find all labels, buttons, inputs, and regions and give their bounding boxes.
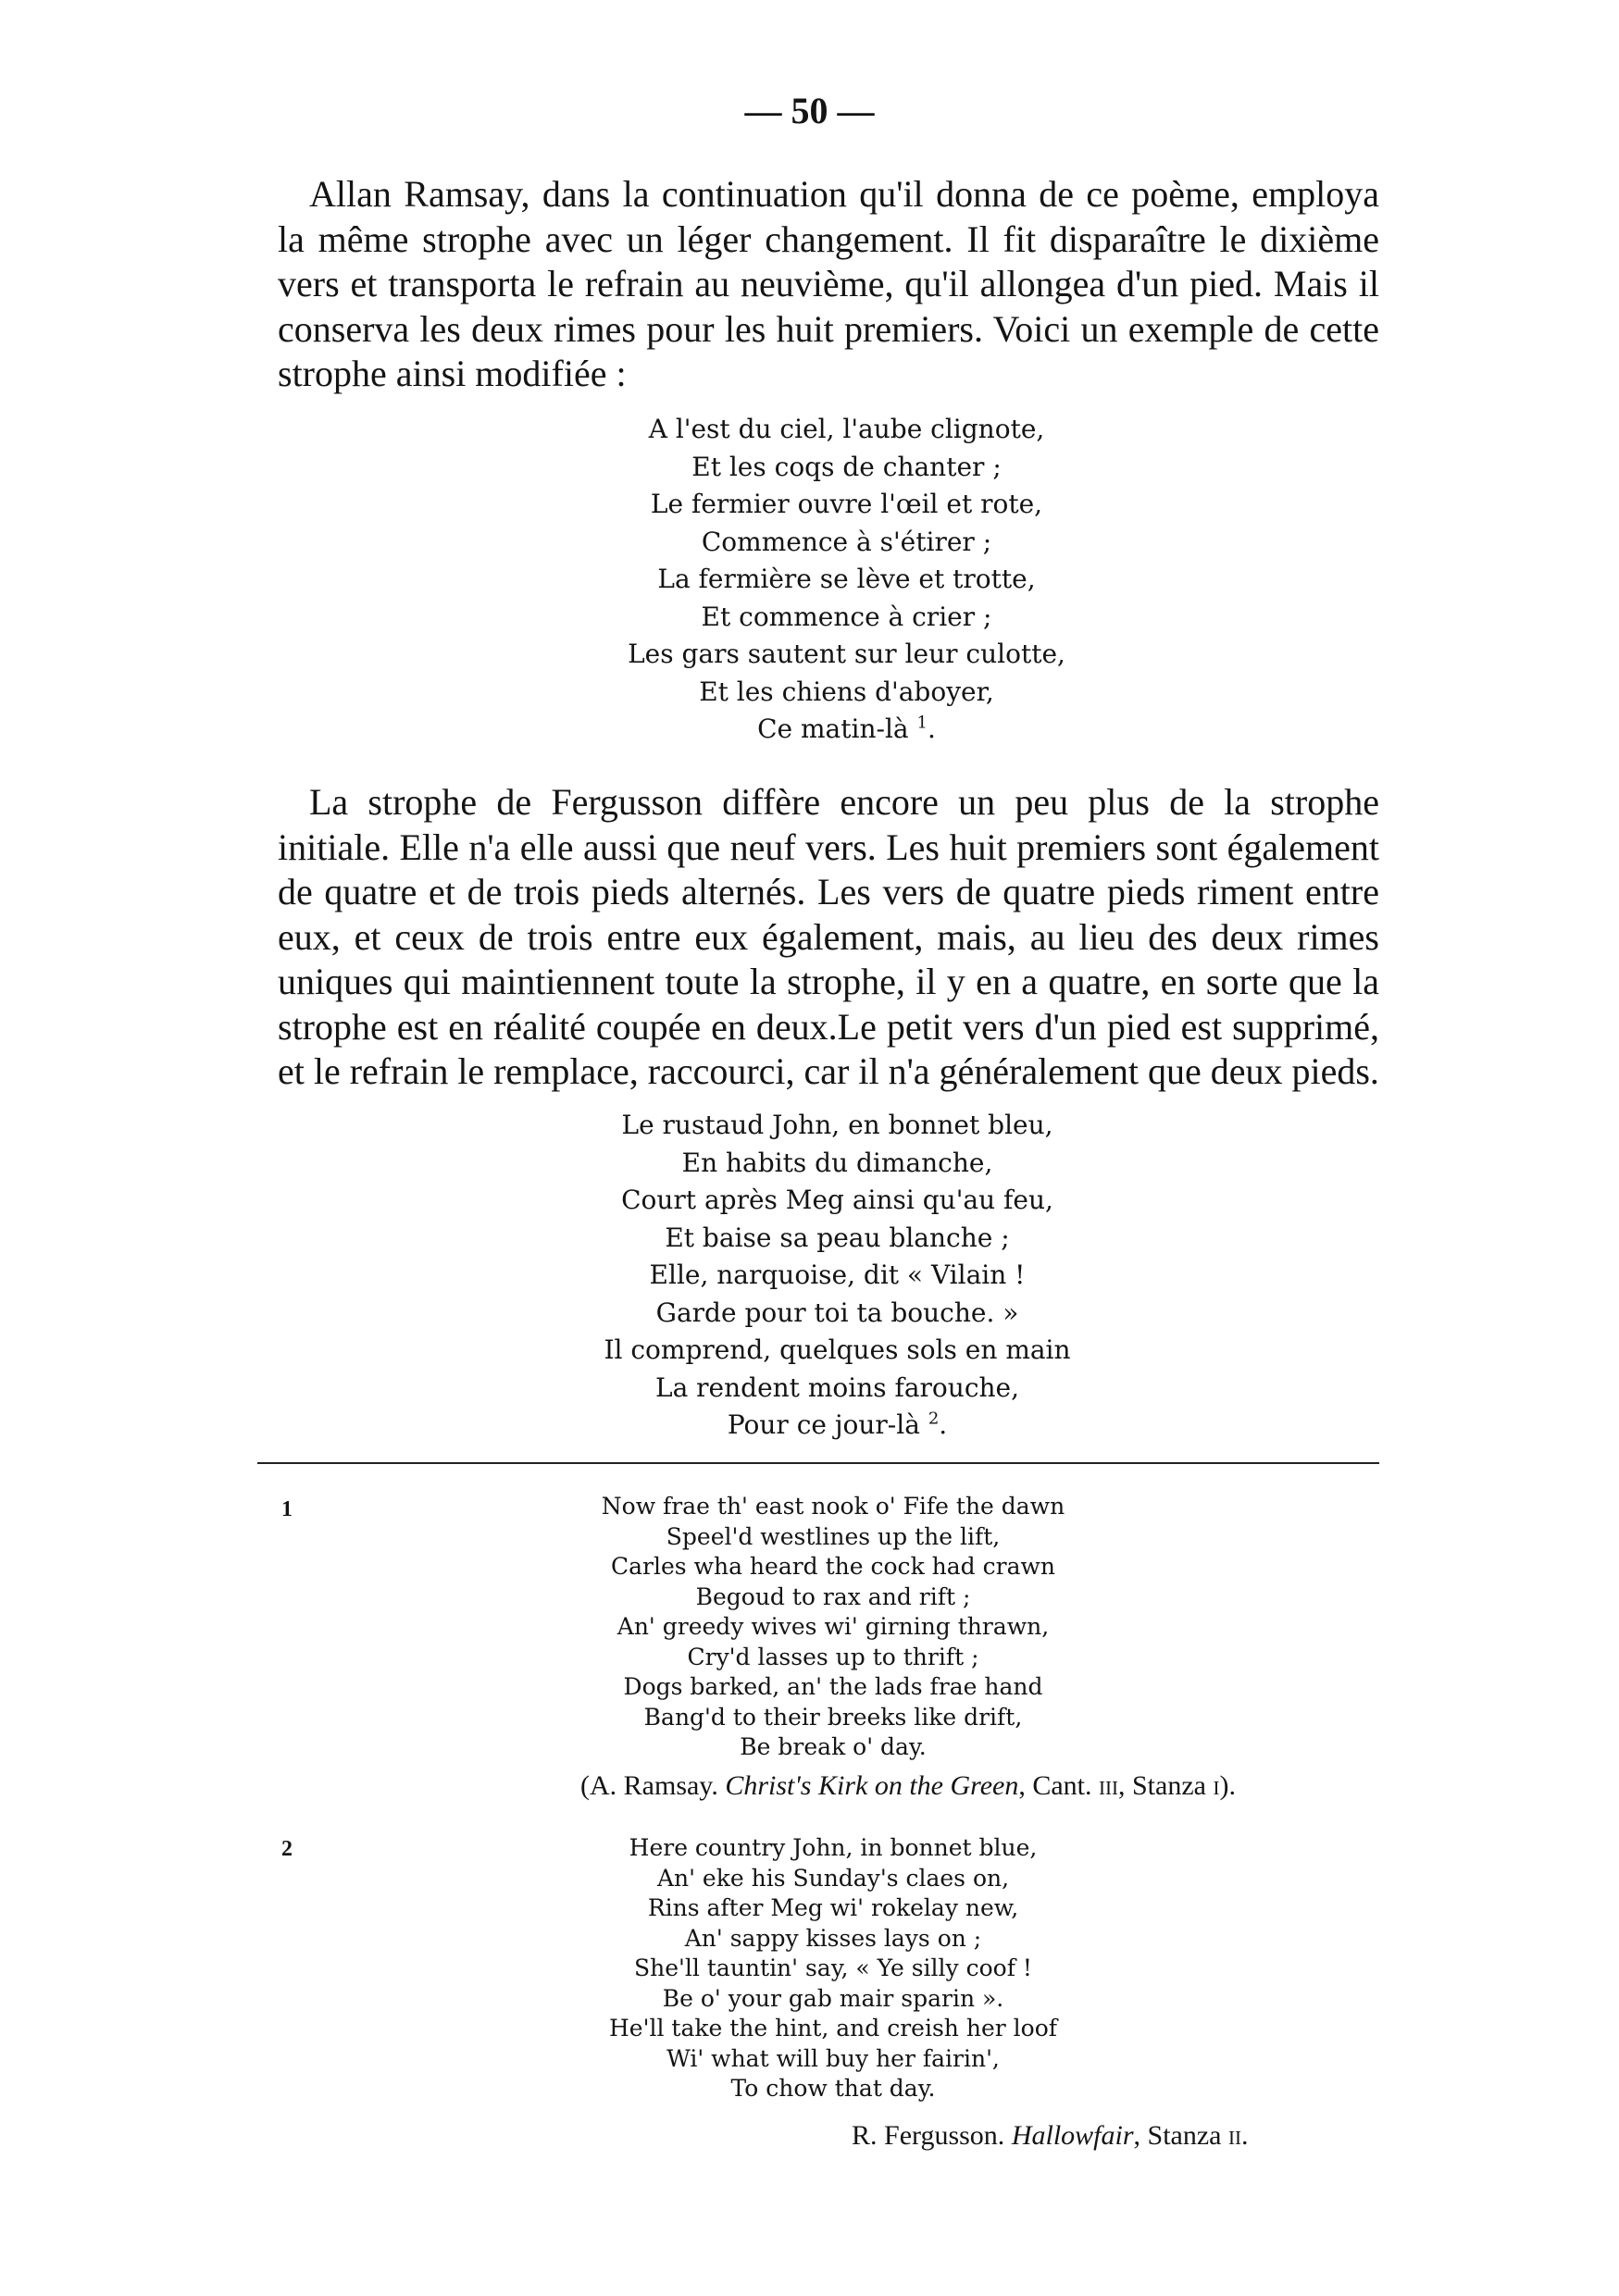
citation-author: R. Fergusson.: [852, 2120, 1012, 2151]
footnote-marker: 2: [281, 1837, 293, 1861]
footnote-verse-ramsay: [546, 1492, 1120, 1763]
page-number: — 50 —: [744, 90, 875, 131]
paragraph-text: Allan Ramsay, dans la continuation qu'il donna de ce poème, employa la même strophe avec un léger changement. Il fit disparaître le dixième vers et transporta le refrain au neuvième, qu'il allongea d'un pied. Mais il conserva les deux rimes pour les huit premiers. Voici un exemple de cette strophe ainsi modifiée :: [278, 173, 1379, 394]
footnote-verse-line: An' eke his Sunday's claes on,: [656, 1864, 1010, 1892]
citation-stanza: i: [1213, 1770, 1220, 1801]
verse-line: La fermière se lève et trotte,: [657, 564, 1036, 594]
footnote-verse-line: Begoud to rax and rift ;: [695, 1582, 971, 1610]
verse-line: Et baise sa peau blanche ;: [665, 1222, 1010, 1253]
citation-title: Hallowfair: [1011, 2120, 1134, 2151]
citation-stanza: ii: [1227, 2120, 1241, 2151]
citation-title: Christ's Kirk on the Green: [725, 1770, 1019, 1801]
footnote-verse-line: Here country John, in bonnet blue,: [629, 1834, 1038, 1861]
verse-line: Le fermier ouvre l'œil et rote,: [650, 489, 1043, 519]
footnote-reference[interactable]: 2: [928, 1409, 940, 1429]
footnote-verse-fergusson: [546, 1833, 1120, 2104]
footnote-verse-line: She'll tauntin' say, « Ye silly coof !: [634, 1955, 1032, 1981]
citation-text: (A. Ramsay.: [580, 1770, 726, 1801]
verse-line: Et commence à crier ;: [701, 601, 992, 632]
citation-text: ).: [1219, 1770, 1236, 1801]
citation-text: , Cant.: [1018, 1770, 1099, 1801]
verse-stanza-ramsay: [37, 411, 1619, 749]
footnote-marker: 1: [281, 1497, 293, 1521]
verse-line-last: Ce matin-là $^1$.: [757, 713, 936, 744]
footnote-verse-line: Rins after Meg wi' rokelay new,: [647, 1894, 1019, 1921]
footnote-verse-line: He'll take the hint, and creish her loof: [609, 2015, 1057, 2042]
footnote-verse-line: An' sappy kisses lays on ;: [684, 1924, 982, 1952]
footnote-verse-line: To chow that day.: [730, 2075, 936, 2102]
footnote-verse-line: Cry'd lasses up to thrift ;: [687, 1643, 979, 1670]
paragraph-text: La strophe de Fergusson diffère encore un peu plus de la strophe initiale. Elle n'a elle aussi que neuf vers. Les huit premiers sont également de quatre et de trois pieds alternés. Les vers de quatre pieds riment entre eux, et ceux de trois entre eux également, mais, au lieu des deux rimes uniques qui maintiennent toute la strophe, il y en a quatre, en sorte que la strophe est en réalité coupée en deux.Le petit vers d'un pied est supprimé, et le refrain le remplace, raccourci, car il n'a généralement que deux pieds.: [278, 781, 1379, 1092]
footnote-verse-line: Be o' your gab mair sparin ».: [662, 1984, 1004, 2012]
verse-line: Ce matin-là: [757, 714, 909, 744]
footnote-citation-ramsay: [580, 1770, 1236, 1802]
verse-line: Elle, narquoise, dit « Vilain !: [649, 1260, 1026, 1290]
footnote-verse-line: Speel'd westlines up the lift,: [666, 1522, 1001, 1550]
footnote-verse-line: Now frae th' east nook o' Fife the dawn: [601, 1493, 1065, 1520]
verse-line: Le rustaud John, en bonnet bleu,: [621, 1110, 1053, 1140]
footnote-divider: [257, 1462, 1379, 1464]
footnote-verse-line: Bang'd to their breeks like drift,: [643, 1703, 1023, 1731]
verse-line: Il comprend, quelques sols en main: [604, 1334, 1071, 1365]
verse-line: Court après Meg ainsi qu'au feu,: [621, 1185, 1053, 1215]
footnote-reference[interactable]: 1: [916, 713, 928, 733]
citation-text: , Stanza: [1117, 1770, 1214, 1801]
footnote-verse-line: An' greedy wives wi' girning thrawn,: [616, 1613, 1050, 1640]
citation-text: .: [1240, 2120, 1249, 2151]
verse-stanza-fergusson: [28, 1107, 1619, 1445]
footnote-verse-line: Dogs barked, an' the lads frae hand: [623, 1673, 1043, 1700]
footnote-verse-line: Be break o' day.: [740, 1733, 927, 1760]
verse-line: A l'est du ciel, l'aube clignote,: [648, 414, 1045, 444]
verse-line: Et les chiens d'aboyer,: [699, 676, 994, 707]
paragraph-fergusson: [278, 780, 1379, 1095]
footnote-verse-line: Wi' what will buy her fairin',: [666, 2044, 1000, 2072]
paragraph-ramsay: [278, 172, 1379, 397]
verse-line-last: Pour ce jour-là $^2$.: [727, 1409, 948, 1440]
footnote-citation-fergusson: [852, 2120, 1248, 2152]
verse-line: Et les coqs de chanter ;: [691, 451, 1002, 482]
verse-line: En habits du dimanche,: [681, 1147, 993, 1178]
verse-line: Les gars sautent sur leur culotte,: [628, 639, 1065, 669]
citation-text: , Stanza: [1133, 2120, 1228, 2151]
verse-line: Commence à s'étirer ;: [701, 526, 992, 557]
footnote-verse-line: Carles wha heard the cock had crawn: [611, 1553, 1055, 1580]
verse-line: La rendent moins farouche,: [654, 1371, 1020, 1403]
verse-line: Garde pour toi ta bouche. »: [655, 1297, 1019, 1328]
verse-line: Pour ce jour-là: [727, 1409, 920, 1440]
citation-canto: iii: [1099, 1770, 1118, 1801]
